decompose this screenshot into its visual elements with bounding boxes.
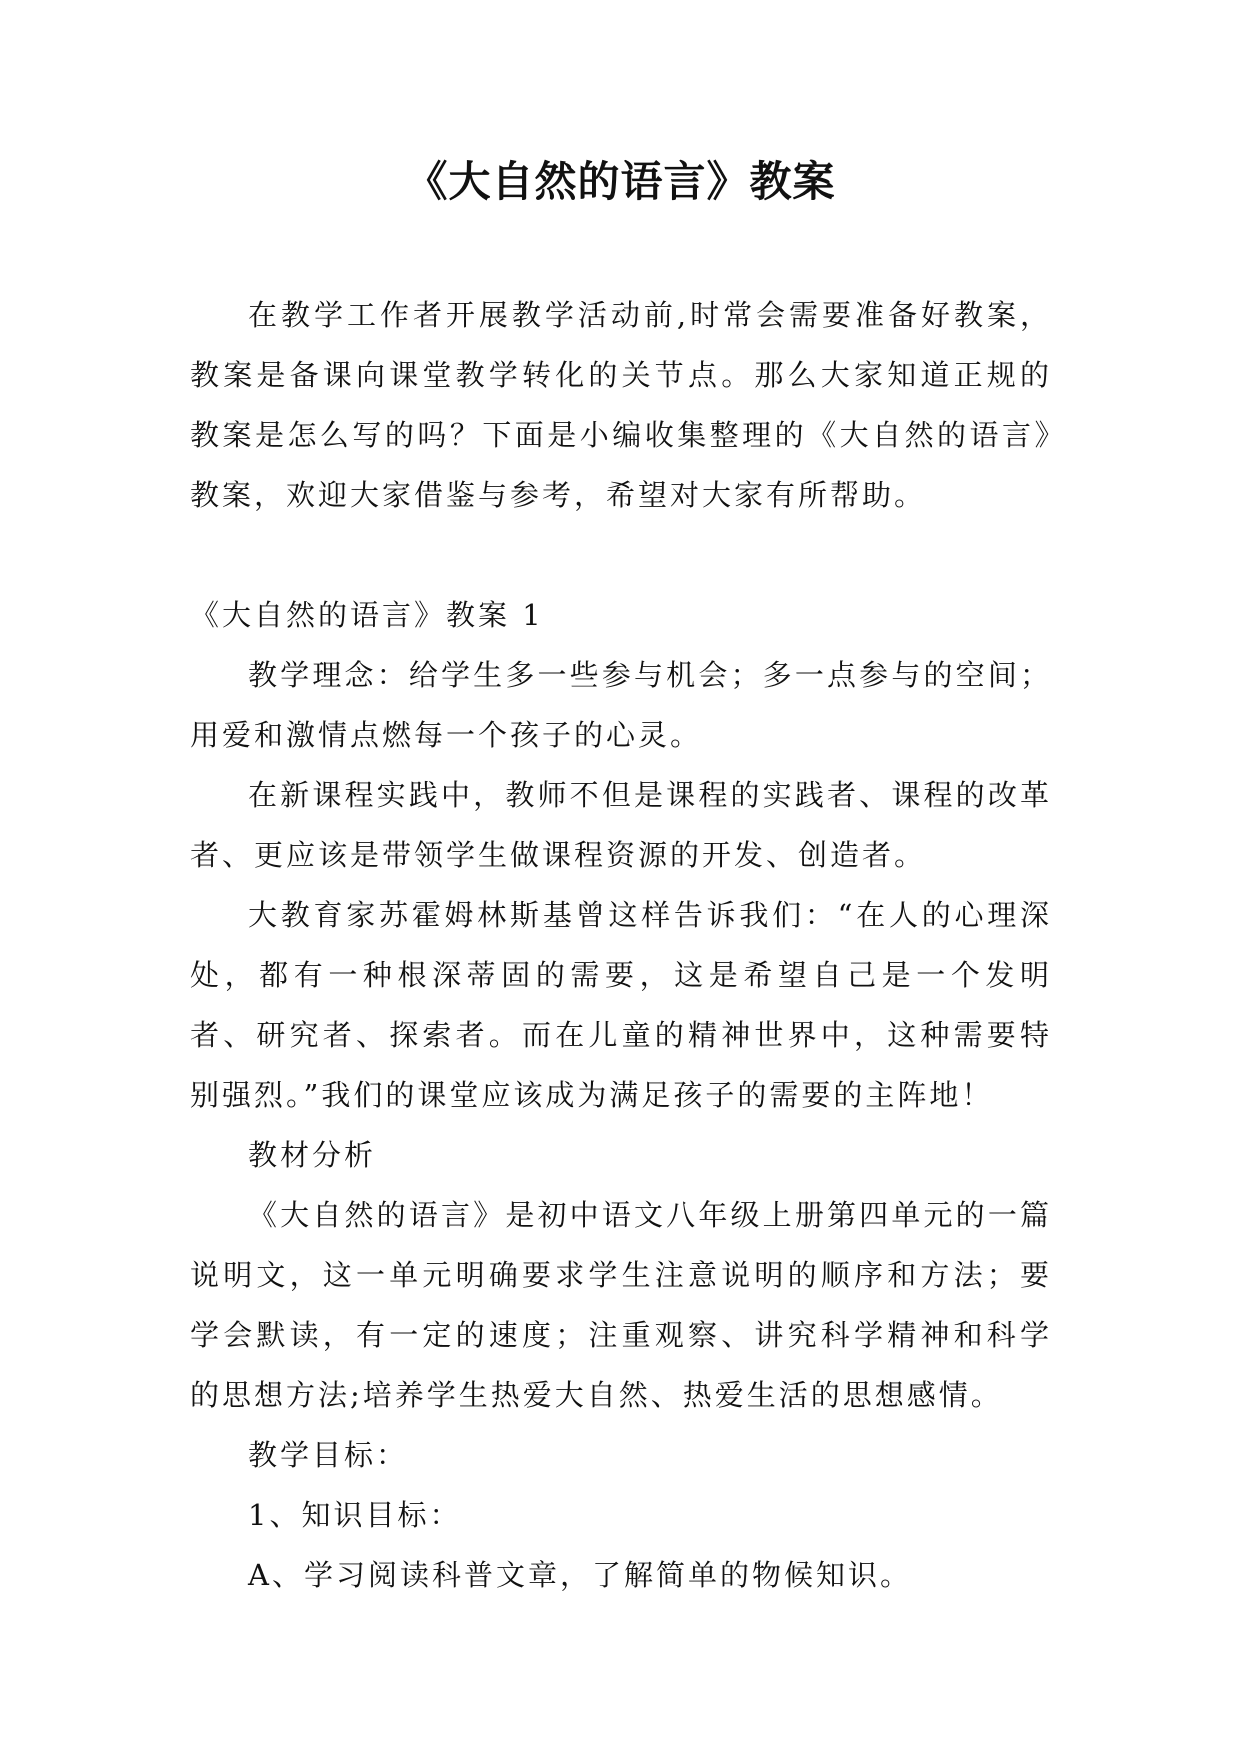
section-heading: 《大自然的语言》教案 1 bbox=[190, 598, 544, 632]
goal-item-a: A、学习阅读科普文章，了解简单的物候知识。 bbox=[248, 1558, 912, 1592]
paragraph-sukhomlinsky-quote: 大教育家苏霍姆林斯基曾这样告诉我们：“在人的心理深处，都有一种根深蒂固的需要，这是希望自己是一个发明者、研究者、探索者。而在儿童的精神世界中，这种需要特别强烈。”我们的课堂应该成为满足孩子的需要的主阵地！ bbox=[190, 898, 1052, 1112]
intro-paragraph: 在教学工作者开展教学活动前,时常会需要准备好教案，教案是备课向课堂教学转化的关节点。那么大家知道正规的教案是怎么写的吗？下面是小编收集整理的《大自然的语言》教案，欢迎大家借鉴与参考，希望对大家有所帮助。 bbox=[190, 298, 1052, 512]
paragraph-teaching-philosophy: 教学理念：给学生多一些参与机会；多一点参与的空间；用爱和激情点燃每一个孩子的心灵。 bbox=[190, 658, 1052, 752]
paragraph-new-curriculum: 在新课程实践中，教师不但是课程的实践者、课程的改革者、更应该是带领学生做课程资源的开发、创造者。 bbox=[190, 778, 1052, 872]
document-title: 《大自然的语言》教案 bbox=[405, 157, 836, 206]
heading-teaching-goals: 教学目标： bbox=[248, 1438, 409, 1472]
heading-textbook-analysis: 教材分析 bbox=[248, 1138, 377, 1172]
heading-knowledge-goals: 1、知识目标： bbox=[248, 1498, 462, 1532]
section-spacer bbox=[190, 525, 1052, 585]
paragraph-textbook-analysis: 《大自然的语言》是初中语文八年级上册第四单元的一篇说明文，这一单元明确要求学生注意说明的顺序和方法；要学会默读，有一定的速度；注重观察、讲究科学精神和科学的思想方法;培养学生热爱大自然、热爱生活的思想感情。 bbox=[190, 1198, 1052, 1412]
document-body bbox=[190, 285, 1052, 1605]
